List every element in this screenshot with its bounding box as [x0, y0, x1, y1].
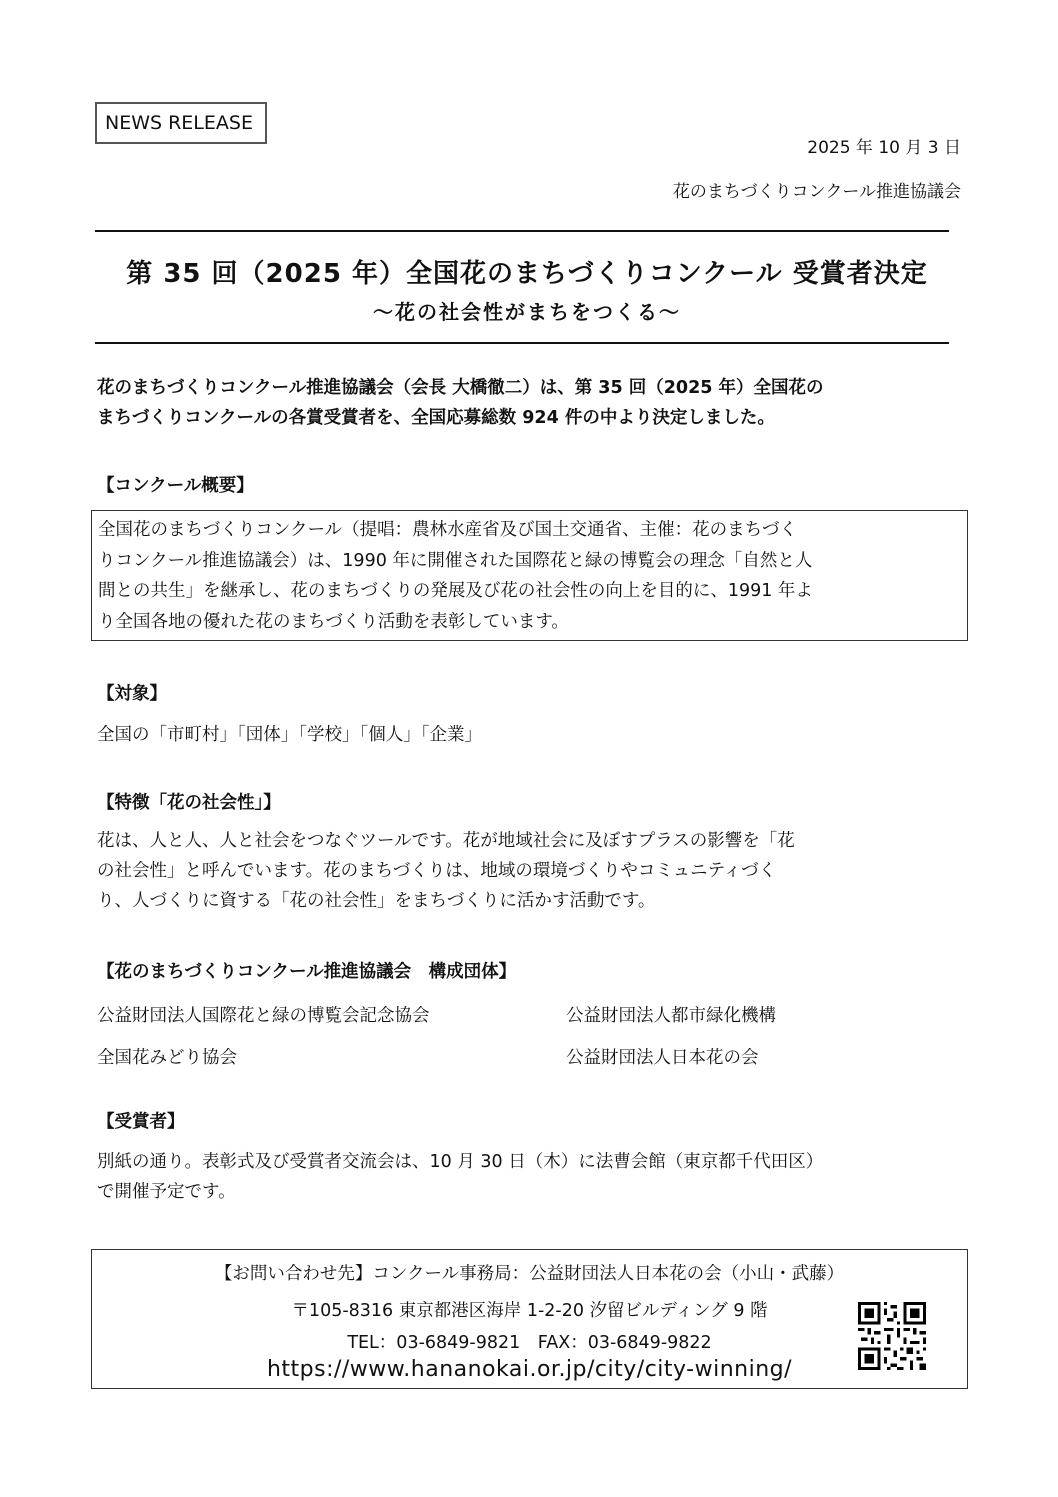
feature-paragraph — [97, 826, 963, 916]
member-item: 公益財団法人日本花の会 — [566, 1048, 759, 1068]
contact-box — [91, 1249, 968, 1389]
page-subtitle: ～花の社会性がまちをつくる～ — [373, 300, 681, 324]
member-item: 公益財団法人都市緑化機構 — [566, 1006, 776, 1026]
intro-line: 花のまちづくりコンクール推進協議会（会長 大橋徹二）は、第 35 回（2025 年）全国花の — [97, 378, 824, 398]
contact-phone: TEL：03-6849-9821 FAX：03-6849-9822 — [347, 1333, 712, 1353]
contact-heading: 【お問い合わせ先】コンクール事務局：公益財団法人日本花の会（小山・武藤） — [214, 1264, 845, 1284]
overview-line: 全国花のまちづくりコンクール（提唱：農林水産省及び国土交通省、主催：花のまちづく — [98, 520, 797, 540]
page-title: 第 35 回（2025 年）全国花のまちづくりコンクール 受賞者決定 — [126, 259, 928, 289]
winners-heading: 【受賞者】 — [97, 1112, 185, 1132]
target-heading: 【対象】 — [97, 684, 167, 704]
contact-url-link[interactable]: https://www.hananokai.or.jp/city/city-winning/ — [266, 1357, 793, 1382]
overview-line: り全国各地の優れた花のまちづくり活動を表彰しています。 — [98, 611, 569, 632]
intro-line: まちづくりコンクールの各賞受賞者を、全国応募総数 924 件の中より決定しました。 — [97, 408, 775, 428]
overview-box — [91, 510, 968, 641]
feature-heading: 【特徴「花の社会性」】 — [97, 793, 281, 813]
release-date: 2025 年 10 月 3 日 — [807, 138, 961, 158]
title-rule-top — [95, 230, 949, 232]
issuing-organization: 花のまちづくりコンクール推進協議会 — [672, 182, 961, 202]
news-release-label: NEWS RELEASE — [105, 112, 253, 134]
qr-code-icon[interactable] — [858, 1302, 926, 1370]
overview-line: りコンクール推進協議会）は、1990 年に開催された国際花と緑の博覧会の理念「自然と人 — [98, 550, 813, 571]
overview-heading: 【コンクール概要】 — [97, 476, 254, 496]
winners-line: 別紙の通り。表彰式及び受賞者交流会は、10 月 30 日（木）に法曹会館（東京都千代田区） — [97, 1152, 824, 1172]
target-text: 全国の「市町村」「団体」「学校」「個人」「企業」 — [97, 725, 482, 745]
feature-line: の社会性」と呼んでいます。花のまちづくりは、地域の環境づくりやコミュニティづく — [97, 861, 777, 881]
feature-line: 花は、人と人、人と社会をつなぐツールです。花が地域社会に及ぼすプラスの影響を「花 — [97, 831, 795, 851]
member-item: 全国花みどり協会 — [97, 1048, 237, 1068]
member-item: 公益財団法人国際花と緑の博覧会記念協会 — [97, 1006, 430, 1026]
intro-paragraph — [97, 373, 963, 433]
contact-address: 〒105-8316 東京都港区海岸 1-2-20 汐留ビルディング 9 階 — [291, 1301, 768, 1321]
winners-paragraph — [97, 1147, 963, 1207]
members-heading: 【花のまちづくりコンクール推進協議会 構成団体】 — [97, 962, 517, 982]
feature-line: り、人づくりに資する「花の社会性」をまちづくりに活かす活動です。 — [97, 891, 656, 911]
title-rule-bottom — [95, 342, 949, 344]
news-release-badge — [95, 102, 267, 144]
winners-line: で開催予定です。 — [97, 1182, 236, 1202]
overview-line: 間との共生」を継承し、花のまちづくりの発展及び花の社会性の向上を目的に、1991 年よ — [98, 581, 813, 601]
